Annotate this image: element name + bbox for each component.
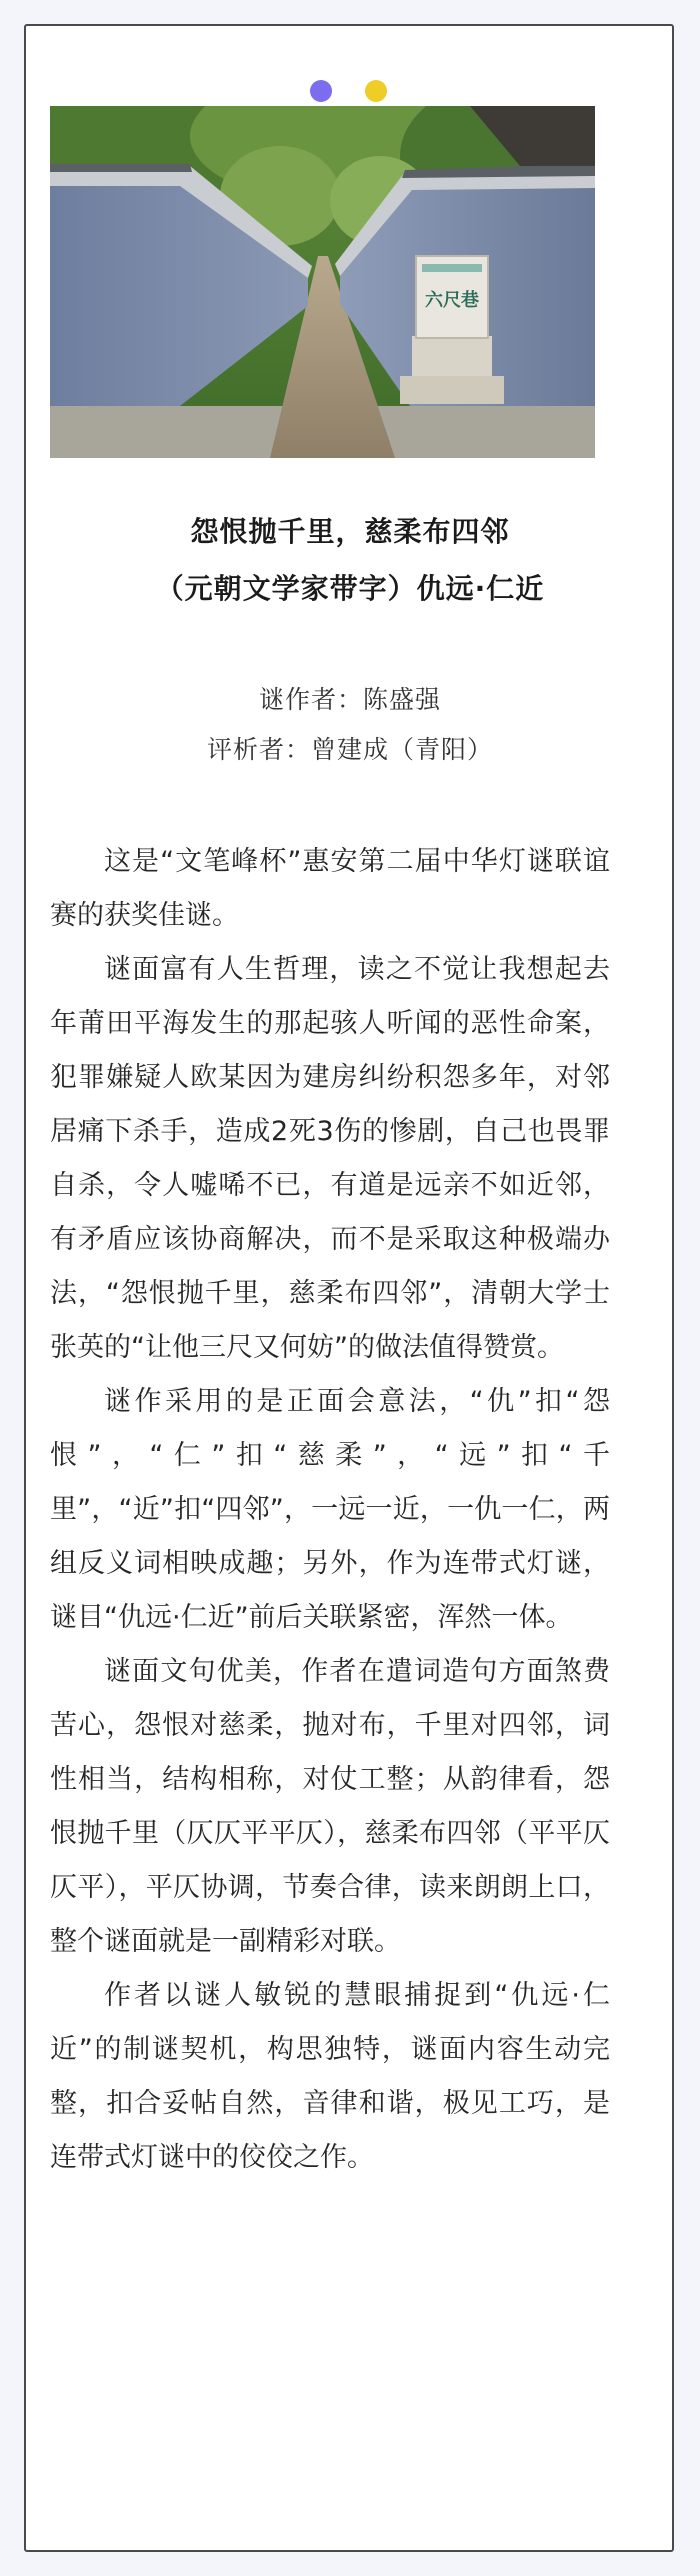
paragraph: 谜面富有人生哲理，读之不觉让我想起去年莆田平海发生的那起骇人听闻的恶性命案，犯罪嫌疑人欧某因为建房纠纷积怨多年，对邻居痛下杀手，造成2死3伤的惨剧，自己也畏罪自杀，令人嘘唏不已，有道是远亲不如近邻，有矛盾应该协商解决，而不是采取这种极端办法，“怨恨抛千里，慈柔布四邻”，清朝大学士张英的“让他三尺又何妨”的做法值得赞赏。 bbox=[50, 954, 610, 1363]
reviewer-line: 评析者：曾建成（青阳） bbox=[206, 735, 493, 764]
sign-text: 六尺巷 bbox=[425, 290, 479, 311]
article-body bbox=[50, 835, 610, 2185]
purple-dot-icon bbox=[310, 80, 332, 102]
yellow-dot-icon bbox=[365, 80, 387, 102]
paragraph: 谜作采用的是正面会意法，“仇”扣“怨恨”，“仁”扣“慈柔”，“远”扣“千里”，“近”扣“四邻”，一远一近，一仇一仁，两组反义词相映成趣；另外，作为连带式灯谜，谜目“仇远·仁近”前后关联紧密，浑然一体。 bbox=[50, 1386, 610, 1633]
decor-dots bbox=[26, 80, 672, 106]
paragraph: 作者以谜人敏锐的慧眼捕捉到“仇远·仁近”的制谜契机，构思独特，谜面内容生动完整，扣合妥帖自然，音律和谐，极见工巧，是连带式灯谜中的佼佼之作。 bbox=[50, 1980, 610, 2173]
alley-photo bbox=[50, 106, 595, 458]
author-line: 谜作者：陈盛强 bbox=[258, 685, 441, 714]
title-line1: 怨恨抛千里，慈柔布四邻 bbox=[190, 515, 510, 548]
paragraph: 这是“文笔峰杯”惠安第二届中华灯谜联谊赛的获奖佳谜。 bbox=[50, 846, 610, 931]
paragraph: 谜面文句优美，作者在遣词造句方面煞费苦心，怨恨对慈柔，抛对布，千里对四邻，词性相当，结构相称，对仗工整；从韵律看，怨恨抛千里（仄仄平平仄），慈柔布四邻（平平仄仄平），平仄协调，节奏合律，读来朗朗上口，整个谜面就是一副精彩对联。 bbox=[50, 1656, 610, 1957]
title-line2: （元朝文学家带字）仇远·仁近 bbox=[155, 572, 545, 605]
